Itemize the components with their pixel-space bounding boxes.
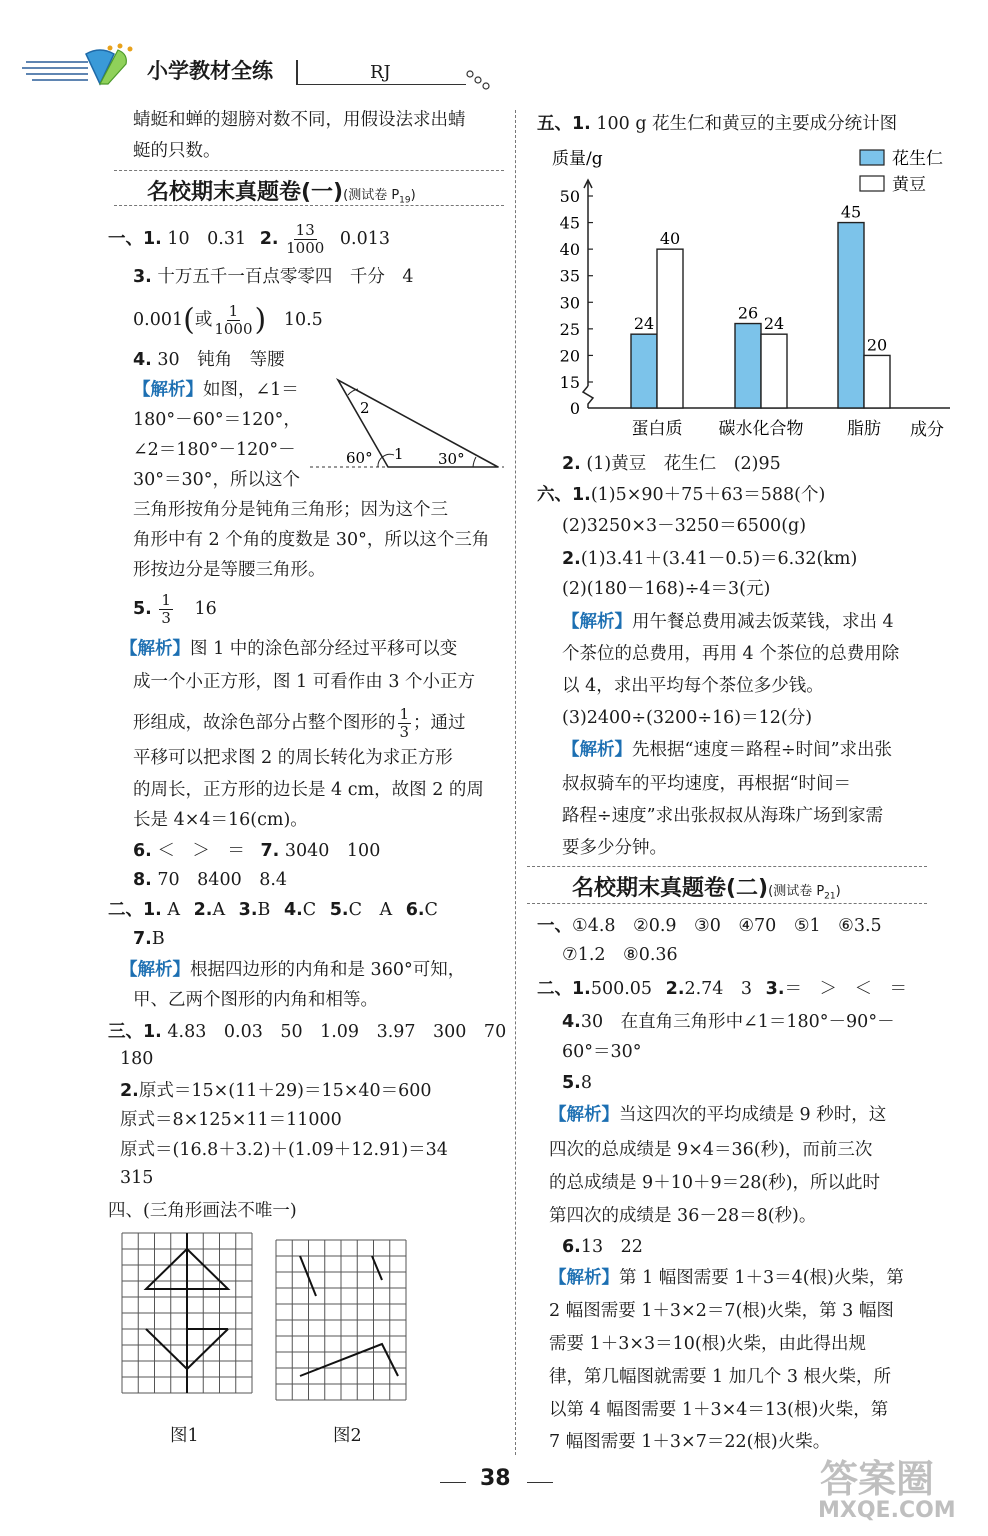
intro-line-2: 蜓的只数。 xyxy=(133,141,221,161)
section1-top-rule xyxy=(114,170,504,171)
q6-3-line: (3)2400÷(3200÷16)＝12(分) xyxy=(562,708,813,728)
bar-value-label: 24 xyxy=(633,314,655,334)
bar xyxy=(631,334,657,408)
chart-bars xyxy=(631,203,890,408)
s2-q2-3: ＝ ＞ ＜ ＝ xyxy=(784,979,907,999)
q2-explain-1 xyxy=(120,958,465,982)
q1-8-line xyxy=(133,868,287,892)
y-tick-label: 35 xyxy=(559,266,580,286)
jiexi-tag-6: 【解析】 xyxy=(549,1105,619,1125)
section1-title-text: 名校期末真题卷(一) xyxy=(147,180,344,205)
q6-1-text: (1)5×90＋75＋63＝588(个) xyxy=(590,485,826,505)
q1-4-text: 30 钝角 等腰 xyxy=(157,350,285,370)
bar-value-label: 24 xyxy=(763,314,785,334)
q1-5-num: 5. xyxy=(133,599,152,619)
jiexi-tag-4: 【解析】 xyxy=(562,612,632,632)
q3-1-cont: 180 xyxy=(120,1049,154,1069)
s2-jx5-4: 第四次的成绩是 36－28＝8(秒)。 xyxy=(549,1206,817,1226)
q1-3b-frac-den: 1000 xyxy=(214,320,253,338)
q6-1-line xyxy=(537,483,825,507)
legend-label: 花生仁 xyxy=(892,149,943,169)
chart-legend xyxy=(860,149,943,195)
section2-bottom-rule xyxy=(527,903,927,904)
tri-label-1: 1 xyxy=(394,445,404,463)
q3-2-line-2: 原式＝8×125×11＝11000 xyxy=(120,1110,342,1130)
q3-2-text-1: 原式＝15×(11＋29)＝15×40＝600 xyxy=(138,1081,432,1101)
s2-jx5-2: 四次的总成绩是 9×4＝36(秒)，而前三次 xyxy=(549,1140,873,1160)
q5-2-text: (1)黄豆 花生仁 (2)95 xyxy=(586,454,781,474)
bar xyxy=(838,223,864,408)
q2-line xyxy=(108,898,438,922)
q6-explain2-4: 要多少分钟。 xyxy=(562,838,667,858)
s2-q2-5-num: 5. xyxy=(562,1073,581,1093)
q1-5-b: 16 xyxy=(194,599,217,619)
q1-2-answer-b: 0.013 xyxy=(339,229,390,249)
header-divider xyxy=(296,60,298,84)
q4-label: 四、(三角形画法不唯一) xyxy=(108,1201,297,1221)
q1-7-num: 7. xyxy=(260,841,280,861)
q1-4-explain-2: 180°－60°＝120°， xyxy=(133,410,301,430)
s2-jx6-5: 以第 4 幅图需要 1＋3×4＝13(根)火柴，第 xyxy=(549,1400,889,1420)
q1-5-explain-text-1: 图 1 中的涂色部分经过平移可以变 xyxy=(190,639,458,659)
x-tick-label: 脂肪 xyxy=(847,419,881,439)
s2-q1-text: ①4.8 ②0.9 ③0 ④70 ⑤1 ⑥3.5 xyxy=(572,916,882,936)
q2-4: C xyxy=(302,900,317,920)
section1-ref-text: (测试卷 P xyxy=(343,188,400,203)
q1-4-explain-5: 三角形按角分是钝角三角形；因为这个三 xyxy=(133,500,448,520)
s2-jx6-1 xyxy=(549,1266,904,1290)
q6-1-2-line: (2)3250×3－3250＝6500(g) xyxy=(562,516,807,536)
q6-explain-3: 以 4，求出平均每个茶位多少钱。 xyxy=(562,676,824,696)
footer-dash-left xyxy=(440,1482,466,1483)
q1-1-answer: 10 0.31 xyxy=(167,229,247,249)
s2-q2-4-line xyxy=(562,1010,895,1034)
q6-explain2-3: 路程÷速度”求出张叔叔从海珠广场到家需 xyxy=(562,806,884,826)
tri-label-2: 2 xyxy=(360,399,370,417)
q6-label: 六、1. xyxy=(537,485,591,505)
s2-q2-6-line xyxy=(562,1235,643,1259)
q1-3b-a: 0.001 xyxy=(133,310,184,330)
q5-label: 五、1. xyxy=(537,114,591,134)
q1-5-explain-1 xyxy=(120,637,457,661)
q1-3b-fraction xyxy=(214,303,252,338)
section2-title-text: 名校期末真题卷(二) xyxy=(572,876,769,901)
q6-explain2-text-1: 先根据“速度＝路程÷时间”求出张 xyxy=(632,740,893,760)
q2-7-line xyxy=(133,927,165,951)
q6-explain2-1 xyxy=(562,738,892,762)
q1-5-explain-7: 长是 4×4＝16(cm)。 xyxy=(133,810,308,830)
jiexi-tag-7: 【解析】 xyxy=(549,1268,619,1288)
q1-6-a: ＜ ＞ ＝ xyxy=(157,841,245,861)
bar-chart xyxy=(530,140,960,450)
q6-2-2-line: (2)(180－168)÷4＝3(元) xyxy=(562,579,771,599)
q6-explain-1 xyxy=(562,610,894,634)
s2-q2-5-text: 8 xyxy=(580,1073,592,1093)
section1-ref-end: ) xyxy=(410,188,416,203)
fig1-caption: 图1 xyxy=(170,1426,199,1446)
q1-line-1 xyxy=(108,222,390,257)
q1-5-explain-text-3: 形组成，故涂色部分占整个图形的 xyxy=(133,713,396,733)
s2-jx6-3: 需要 1＋3×3＝10(根)火柴，由此得出规 xyxy=(549,1334,867,1354)
watermark-line-2: MXQE.COM xyxy=(818,1498,956,1523)
q6-explain-2: 个茶位的总费用，再用 4 个茶位的总费用除 xyxy=(562,644,900,664)
section1-ref xyxy=(343,188,416,206)
q2-label: 二、1. xyxy=(108,900,162,920)
q2-explain-text-1: 根据四边形的内角和是 360°可知， xyxy=(190,960,466,980)
chart-x-labels xyxy=(632,419,882,439)
q3-2-num: 2. xyxy=(120,1081,139,1101)
y-axis-break xyxy=(583,386,593,408)
s2-jx5-3: 的总成绩是 9＋10＋9＝28(秒)，所以此时 xyxy=(549,1173,881,1193)
s2-jx6-6: 7 幅图需要 1＋3×7＝22(根)火柴。 xyxy=(549,1432,831,1452)
tri-label-30: 30° xyxy=(438,450,465,468)
q1-3-text: 十万五千一百点零零四 千分 4 xyxy=(157,267,414,287)
q2-explain-2: 甲、乙两个图形的内角和相等。 xyxy=(133,990,378,1010)
legend-label: 黄豆 xyxy=(892,175,926,195)
q1-3b-line xyxy=(133,302,323,338)
q1-3-num: 3. xyxy=(133,267,152,287)
bar-value-label: 26 xyxy=(737,303,759,323)
book-logo-icon xyxy=(18,40,148,90)
y-tick-label: 15 xyxy=(559,373,580,392)
section2-title xyxy=(572,871,841,902)
watermark-line-1: 答案圈 xyxy=(820,1457,935,1501)
q2-2-num: 2. xyxy=(193,900,213,920)
q2-4-num: 4. xyxy=(283,900,303,920)
q1-6-num: 6. xyxy=(133,841,152,861)
q6-2-num: 2. xyxy=(562,549,581,569)
section2-top-rule xyxy=(527,866,927,867)
section2-ref-text: (测试卷 P xyxy=(768,884,825,899)
q1-5-explain-text-4: ；通过 xyxy=(413,713,466,733)
s2-q2-4-cont: 60°＝30° xyxy=(562,1042,642,1062)
s2-q2-6-text: 13 22 xyxy=(580,1237,643,1257)
q1-3b-or: 或 xyxy=(194,310,213,330)
section1-title xyxy=(147,175,416,206)
intro-line-1: 蜻蜓和蝉的翅膀对数不同，用假设法求出蜻 xyxy=(133,110,466,130)
s2-jx6-4: 律，第几幅图就需要 1 加几个 3 根火柴，所 xyxy=(549,1367,892,1387)
fig2-caption: 图2 xyxy=(333,1426,362,1446)
x-tick-label: 蛋白质 xyxy=(631,419,683,439)
y-tick-label: 50 xyxy=(559,187,580,206)
bar xyxy=(864,355,890,408)
q1-label: 一、1. xyxy=(108,229,162,249)
q2-1: A xyxy=(167,900,181,920)
q3-1-text: 4.83 0.03 50 1.09 3.97 300 70 xyxy=(167,1022,507,1042)
q1-5-fraction xyxy=(159,592,173,627)
q1-5-frac-den: 3 xyxy=(161,609,171,627)
triangle-figure xyxy=(308,375,508,475)
bar xyxy=(761,334,787,408)
q1-4-explain-text-1: 如图，∠1＝ xyxy=(203,380,299,400)
q1-3b-frac-num: 1 xyxy=(228,302,239,320)
q5-title-text: 100 g 花生仁和黄豆的主要成分统计图 xyxy=(596,114,898,134)
y-tick-label: 0 xyxy=(569,399,580,418)
q3-2-line-1 xyxy=(120,1079,432,1103)
y-tick-label: 25 xyxy=(559,319,580,339)
q2-6-num: 6. xyxy=(405,900,425,920)
q2-7-text: B xyxy=(151,929,165,949)
x-tick-label: 碳水化合物 xyxy=(718,419,804,439)
q1-5-explain-3 xyxy=(133,706,466,741)
q1-2-frac-den: 1000 xyxy=(286,239,325,257)
section1-bottom-rule xyxy=(114,205,504,206)
y-tick-label: 45 xyxy=(559,213,580,233)
q1-4-num: 4. xyxy=(133,350,152,370)
q1-5-explain-6: 的周长，正方形的边长是 4 cm，故图 2 的周 xyxy=(133,780,484,800)
jiexi-tag-5: 【解析】 xyxy=(562,740,632,760)
column-divider xyxy=(515,110,516,1455)
q5-title-line xyxy=(537,112,897,136)
header-rule xyxy=(296,84,466,85)
s2-q2-3-num: 3. xyxy=(765,979,785,999)
s2-q2-6-num: 6. xyxy=(562,1237,581,1257)
q2-5: C A xyxy=(348,900,393,920)
q1-3-line xyxy=(133,265,414,289)
q2-3: B xyxy=(257,900,271,920)
q2-6: C xyxy=(424,900,438,920)
header-swirl-icon xyxy=(464,68,494,94)
s2-q2-2: 2.74 3 xyxy=(684,979,753,999)
q1-3b-paren-open: ( xyxy=(183,302,195,338)
grid-figure-1 xyxy=(122,1233,252,1393)
bar-value-label: 20 xyxy=(866,335,888,355)
q1-4-explain-6: 角形中有 2 个角的度数是 30°，所以这个三角 xyxy=(133,530,490,550)
q1-5-line xyxy=(133,592,217,627)
s2-q1-line xyxy=(537,914,882,938)
s2-q2-1: 500.05 xyxy=(590,979,653,999)
q1-7-b: 3040 100 xyxy=(284,841,381,861)
q1-5-explain-5: 平移可以把求图 2 的周长转化为求正方形 xyxy=(133,748,453,768)
jiexi-tag-2: 【解析】 xyxy=(120,639,190,659)
s2-q2-4-num: 4. xyxy=(562,1012,581,1032)
q1-3b-paren-close: ) xyxy=(254,302,267,338)
y-tick-label: 20 xyxy=(559,346,580,366)
q1-5-explain-2: 成一个小正方形，图 1 可看作由 3 个小正方 xyxy=(133,672,476,692)
q3-2-line-4: 315 xyxy=(120,1168,154,1188)
q1-2-fraction xyxy=(286,222,324,257)
bar xyxy=(735,324,761,408)
q1-5-inline-den: 3 xyxy=(399,723,410,741)
s2-q2-2-num: 2. xyxy=(665,979,685,999)
tri-label-60: 60° xyxy=(346,449,373,467)
q1-4-line xyxy=(133,348,285,372)
q1-4-explain-3: ∠2＝180°－120°－ xyxy=(133,440,296,460)
q1-4-explain-4: 30°＝30°，所以这个 xyxy=(133,470,301,490)
q5-2-num: 2. xyxy=(562,454,581,474)
section1-ref-sub: 19 xyxy=(399,195,411,206)
q1-4-explain-7: 形按边分是等腰三角形。 xyxy=(133,560,326,580)
chart-ylabel: 质量/g xyxy=(552,149,603,169)
q6-2-line xyxy=(562,547,857,571)
bar-value-label: 45 xyxy=(840,202,862,222)
q5-2-line xyxy=(562,452,781,476)
bar-value-label: 40 xyxy=(659,229,681,249)
y-tick-label: 40 xyxy=(559,240,580,260)
s2-jx5-1 xyxy=(549,1103,886,1127)
s2-q2-label: 二、1. xyxy=(537,979,591,999)
s2-q1-label: 一、 xyxy=(537,916,572,936)
section2-ref-sub: 21 xyxy=(824,891,836,902)
s2-q2-line xyxy=(537,977,907,1001)
grid-figure-2 xyxy=(276,1240,406,1400)
section2-ref xyxy=(768,884,841,902)
bar xyxy=(657,249,683,408)
q1-8-num: 8. xyxy=(133,870,152,890)
q2-7-num: 7. xyxy=(133,929,152,949)
edition-label: RJ xyxy=(370,62,391,83)
q6-explain-text-1: 用午餐总费用减去饭菜钱，求出 4 xyxy=(632,612,894,632)
q2-2: A xyxy=(212,900,226,920)
q1-3b-b: 10.5 xyxy=(283,310,323,330)
q2-5-num: 5. xyxy=(329,900,349,920)
q6-explain2-2: 叔叔骑车的平均速度，再根据“时间＝ xyxy=(562,774,851,794)
section2-ref-end: ) xyxy=(835,884,841,899)
q1-2-frac-num: 13 xyxy=(295,221,315,239)
q1-6-line xyxy=(133,839,380,863)
q6-2-text: (1)3.41＋(3.41－0.5)＝6.32(km) xyxy=(580,549,858,569)
s2-q2-5-line xyxy=(562,1071,592,1095)
q1-5-frac-num: 1 xyxy=(161,591,171,609)
legend-swatch xyxy=(860,176,884,191)
q1-4-explain-1 xyxy=(133,378,299,402)
chart-xlabel: 成分 xyxy=(910,420,944,440)
page-number: 38 xyxy=(480,1466,511,1491)
jiexi-tag-3: 【解析】 xyxy=(120,960,190,980)
y-tick-label: 30 xyxy=(559,293,580,313)
s2-q2-4-text: 30 在直角三角形中∠1＝180°－90°－ xyxy=(580,1012,895,1032)
q3-2-line-3: 原式＝(16.8＋3.2)＋(1.09＋12.91)＝34 xyxy=(120,1140,448,1160)
jiexi-tag: 【解析】 xyxy=(133,380,203,400)
footer-dash-right xyxy=(527,1482,553,1483)
q2-3-num: 3. xyxy=(238,900,258,920)
q1-2-num: 2. xyxy=(259,229,279,249)
q3-label: 三、1. xyxy=(108,1022,162,1042)
q1-5-inline-fraction xyxy=(398,706,412,741)
q1-5-inline-num: 1 xyxy=(399,705,410,723)
s2-q1-cont: ⑦1.2 ⑧0.36 xyxy=(562,945,678,965)
s2-jx5-text-1: 当这四次的平均成绩是 9 秒时，这 xyxy=(619,1105,887,1125)
s2-jx6-text-1: 第 1 幅图需要 1＋3＝4(根)火柴，第 xyxy=(619,1268,904,1288)
s2-jx6-2: 2 幅图需要 1＋3×2＝7(根)火柴，第 3 幅图 xyxy=(549,1301,894,1321)
series-title: 小学教材全练 xyxy=(147,59,273,83)
q1-8-text: 70 8400 8.4 xyxy=(157,870,288,890)
q3-1-line xyxy=(108,1020,506,1044)
legend-swatch xyxy=(860,150,884,165)
